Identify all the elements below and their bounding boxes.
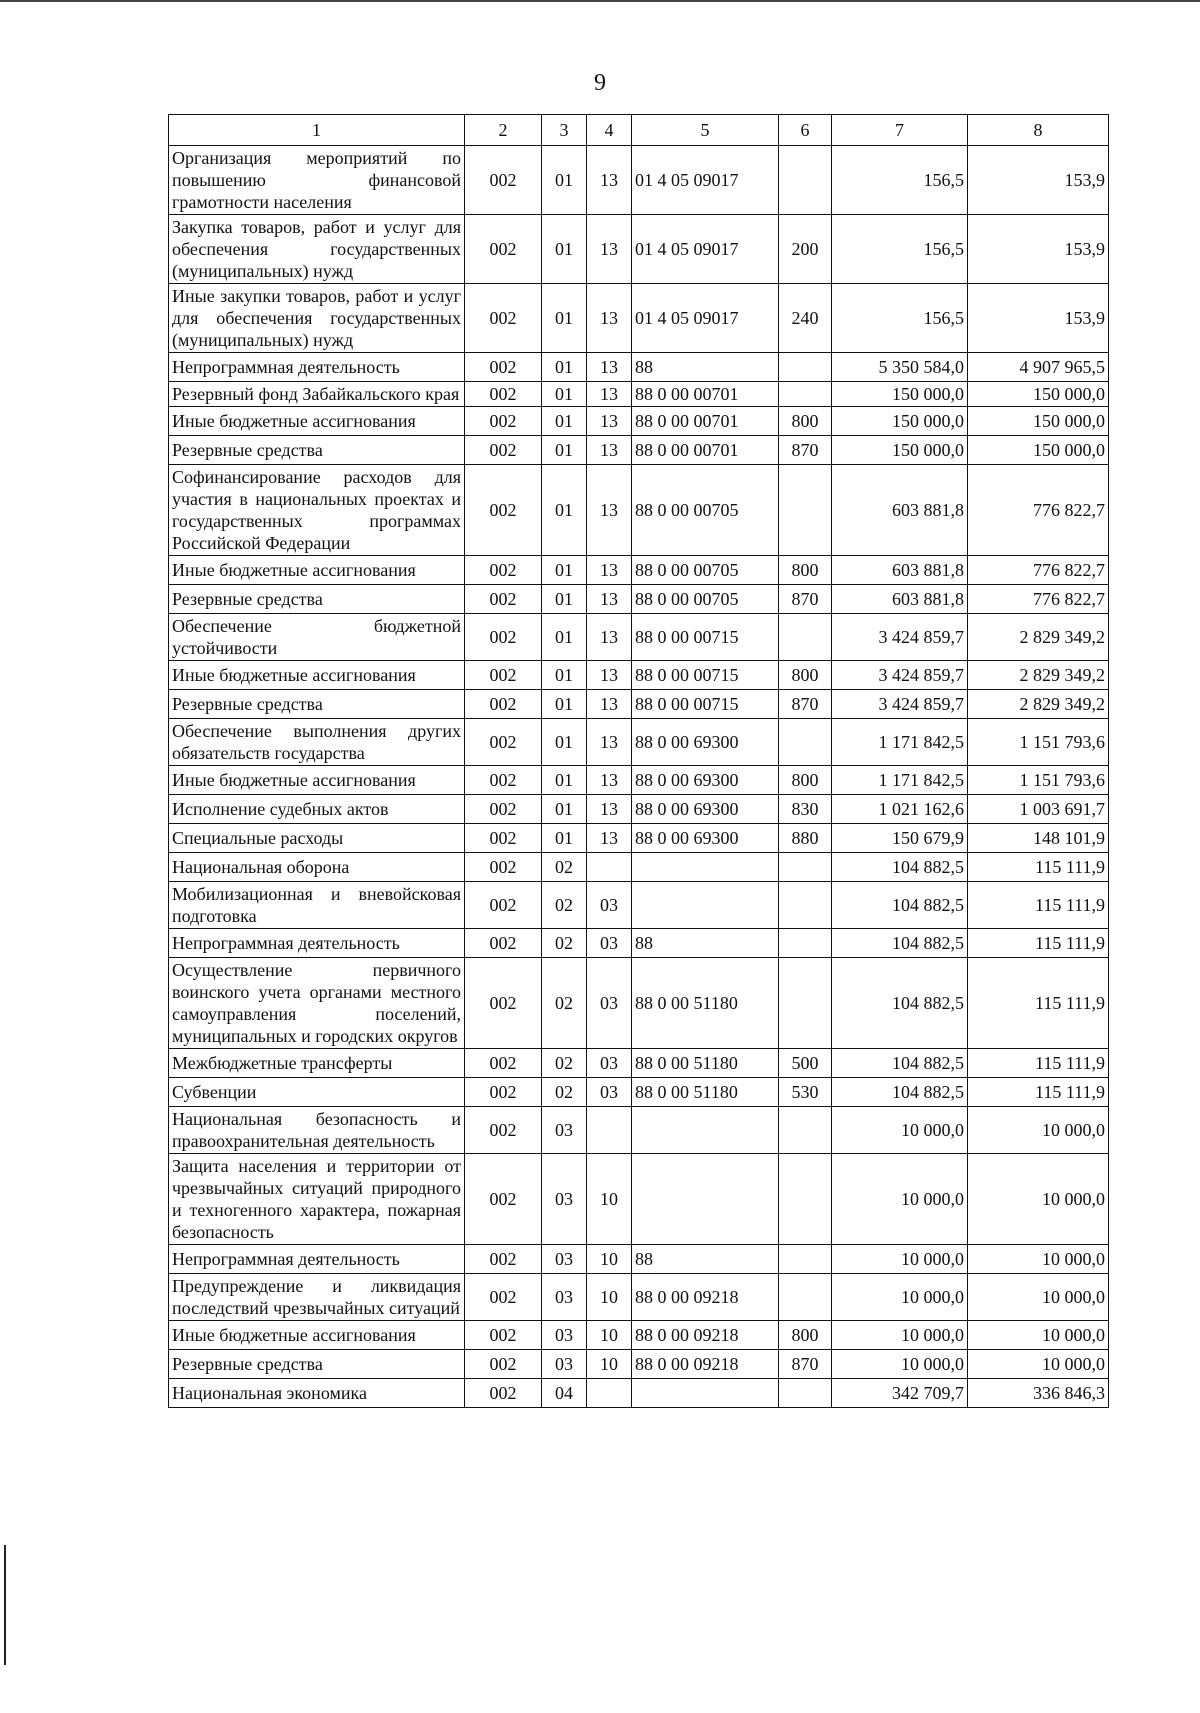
table-row xyxy=(169,465,1109,556)
expense-type-code-cell: 200 xyxy=(779,215,832,284)
expense-name-cell: Непрограммная деятельность xyxy=(169,1245,465,1274)
section-code-cell: 01 xyxy=(542,556,587,585)
expense-type-code-cell xyxy=(779,1107,832,1154)
table-row xyxy=(169,795,1109,824)
expense-name-cell: Софинансирование расходов для участия в национальных проектах и государственных программах Российской Федерации xyxy=(169,465,465,556)
target-article-code-cell: 88 0 00 00715 xyxy=(632,661,779,690)
page-number: 9 xyxy=(594,70,606,96)
section-code-cell: 03 xyxy=(542,1107,587,1154)
amount-year-1-cell: 150 679,9 xyxy=(832,824,968,853)
amount-year-2-cell: 776 822,7 xyxy=(968,556,1109,585)
expense-name-cell: Иные бюджетные ассигнования xyxy=(169,556,465,585)
expense-type-code-cell: 530 xyxy=(779,1078,832,1107)
expense-name-cell: Иные бюджетные ассигнования xyxy=(169,407,465,436)
amount-year-1-cell: 104 882,5 xyxy=(832,1078,968,1107)
section-code-cell: 01 xyxy=(542,766,587,795)
ministry-code-cell: 002 xyxy=(465,146,542,215)
expense-name-cell: Обеспечение бюджетной устойчивости xyxy=(169,614,465,661)
section-code-cell: 04 xyxy=(542,1379,587,1408)
target-article-code-cell: 88 0 00 51180 xyxy=(632,1078,779,1107)
expense-type-code-cell xyxy=(779,465,832,556)
section-code-cell: 01 xyxy=(542,436,587,465)
expense-type-code-cell: 500 xyxy=(779,1049,832,1078)
expense-type-code-cell: 870 xyxy=(779,585,832,614)
expense-name-cell: Национальная экономика xyxy=(169,1379,465,1408)
table-row xyxy=(169,1379,1109,1408)
ministry-code-cell: 002 xyxy=(465,614,542,661)
table-row xyxy=(169,556,1109,585)
table-header-row xyxy=(169,115,1109,146)
expense-name-cell: Иные бюджетные ассигнования xyxy=(169,766,465,795)
expense-type-code-cell: 240 xyxy=(779,284,832,353)
amount-year-2-cell: 10 000,0 xyxy=(968,1274,1109,1321)
expense-name-cell: Иные бюджетные ассигнования xyxy=(169,1321,465,1350)
amount-year-2-cell: 10 000,0 xyxy=(968,1245,1109,1274)
table-row xyxy=(169,407,1109,436)
table-row xyxy=(169,382,1109,407)
column-header: 4 xyxy=(587,115,632,146)
ministry-code-cell: 002 xyxy=(465,1274,542,1321)
amount-year-1-cell: 104 882,5 xyxy=(832,1049,968,1078)
amount-year-2-cell: 776 822,7 xyxy=(968,585,1109,614)
table-row xyxy=(169,1078,1109,1107)
target-article-code-cell: 01 4 05 09017 xyxy=(632,146,779,215)
section-code-cell: 02 xyxy=(542,1078,587,1107)
expense-name-cell: Закупка товаров, работ и услуг для обеспечения государственных (муниципальных) нужд xyxy=(169,215,465,284)
subsection-code-cell: 10 xyxy=(587,1350,632,1379)
ministry-code-cell: 002 xyxy=(465,719,542,766)
ministry-code-cell: 002 xyxy=(465,929,542,958)
target-article-code-cell: 88 0 00 00715 xyxy=(632,614,779,661)
amount-year-2-cell: 150 000,0 xyxy=(968,382,1109,407)
expense-type-code-cell: 880 xyxy=(779,824,832,853)
table-row xyxy=(169,215,1109,284)
table-row xyxy=(169,719,1109,766)
expense-name-cell: Исполнение судебных актов xyxy=(169,795,465,824)
subsection-code-cell xyxy=(587,1379,632,1408)
section-code-cell: 01 xyxy=(542,824,587,853)
section-code-cell: 03 xyxy=(542,1154,587,1245)
subsection-code-cell: 13 xyxy=(587,556,632,585)
target-article-code-cell: 88 0 00 09218 xyxy=(632,1350,779,1379)
amount-year-1-cell: 104 882,5 xyxy=(832,882,968,929)
subsection-code-cell: 10 xyxy=(587,1321,632,1350)
amount-year-1-cell: 10 000,0 xyxy=(832,1154,968,1245)
target-article-code-cell: 88 xyxy=(632,929,779,958)
table-row xyxy=(169,436,1109,465)
amount-year-2-cell: 1 151 793,6 xyxy=(968,719,1109,766)
section-code-cell: 02 xyxy=(542,1049,587,1078)
subsection-code-cell: 13 xyxy=(587,795,632,824)
amount-year-2-cell: 115 111,9 xyxy=(968,1049,1109,1078)
table-row xyxy=(169,661,1109,690)
subsection-code-cell: 13 xyxy=(587,382,632,407)
target-article-code-cell: 88 0 00 00705 xyxy=(632,556,779,585)
section-code-cell: 02 xyxy=(542,882,587,929)
expense-type-code-cell xyxy=(779,1154,832,1245)
table-row xyxy=(169,853,1109,882)
expense-type-code-cell: 800 xyxy=(779,1321,832,1350)
table-row xyxy=(169,146,1109,215)
subsection-code-cell: 13 xyxy=(587,284,632,353)
expense-name-cell: Предупреждение и ликвидация последствий чрезвычайных ситуаций xyxy=(169,1274,465,1321)
amount-year-1-cell: 150 000,0 xyxy=(832,436,968,465)
expense-name-cell: Непрограммная деятельность xyxy=(169,353,465,382)
amount-year-1-cell: 3 424 859,7 xyxy=(832,690,968,719)
target-article-code-cell: 88 0 00 00715 xyxy=(632,690,779,719)
expense-type-code-cell xyxy=(779,382,832,407)
ministry-code-cell: 002 xyxy=(465,1078,542,1107)
ministry-code-cell: 002 xyxy=(465,661,542,690)
expense-type-code-cell: 800 xyxy=(779,766,832,795)
expense-type-code-cell: 870 xyxy=(779,436,832,465)
target-article-code-cell: 01 4 05 09017 xyxy=(632,284,779,353)
subsection-code-cell: 03 xyxy=(587,1049,632,1078)
subsection-code-cell: 03 xyxy=(587,958,632,1049)
target-article-code-cell: 01 4 05 09017 xyxy=(632,215,779,284)
amount-year-2-cell: 10 000,0 xyxy=(968,1350,1109,1379)
section-code-cell: 01 xyxy=(542,795,587,824)
expense-type-code-cell xyxy=(779,719,832,766)
ministry-code-cell: 002 xyxy=(465,1379,542,1408)
amount-year-1-cell: 104 882,5 xyxy=(832,853,968,882)
ministry-code-cell: 002 xyxy=(465,1107,542,1154)
ministry-code-cell: 002 xyxy=(465,1049,542,1078)
amount-year-1-cell: 1 171 842,5 xyxy=(832,766,968,795)
target-article-code-cell: 88 0 00 09218 xyxy=(632,1274,779,1321)
ministry-code-cell: 002 xyxy=(465,465,542,556)
amount-year-2-cell: 115 111,9 xyxy=(968,853,1109,882)
ministry-code-cell: 002 xyxy=(465,585,542,614)
amount-year-2-cell: 776 822,7 xyxy=(968,465,1109,556)
subsection-code-cell: 13 xyxy=(587,436,632,465)
expense-name-cell: Межбюджетные трансферты xyxy=(169,1049,465,1078)
section-code-cell: 02 xyxy=(542,853,587,882)
section-code-cell: 01 xyxy=(542,661,587,690)
amount-year-1-cell: 603 881,8 xyxy=(832,556,968,585)
expense-type-code-cell: 830 xyxy=(779,795,832,824)
table-row xyxy=(169,824,1109,853)
amount-year-1-cell: 10 000,0 xyxy=(832,1350,968,1379)
ministry-code-cell: 002 xyxy=(465,436,542,465)
table-row xyxy=(169,958,1109,1049)
expense-name-cell: Осуществление первичного воинского учета органами местного самоуправления поселений, муниципальных и городских округов xyxy=(169,958,465,1049)
section-code-cell: 01 xyxy=(542,690,587,719)
target-article-code-cell: 88 0 00 00705 xyxy=(632,465,779,556)
expense-name-cell: Иные закупки товаров, работ и услуг для обеспечения государственных (муниципальных) нужд xyxy=(169,284,465,353)
amount-year-2-cell: 150 000,0 xyxy=(968,436,1109,465)
target-article-code-cell: 88 0 00 69300 xyxy=(632,824,779,853)
section-code-cell: 01 xyxy=(542,284,587,353)
table-row xyxy=(169,1154,1109,1245)
column-header: 1 xyxy=(169,115,465,146)
expense-name-cell: Защита населения и территории от чрезвычайных ситуаций природного и техногенного характера, пожарная безопасность xyxy=(169,1154,465,1245)
expense-name-cell: Резервные средства xyxy=(169,585,465,614)
amount-year-2-cell: 10 000,0 xyxy=(968,1321,1109,1350)
amount-year-2-cell: 153,9 xyxy=(968,215,1109,284)
expense-name-cell: Национальная безопасность и правоохранительная деятельность xyxy=(169,1107,465,1154)
subsection-code-cell: 13 xyxy=(587,465,632,556)
target-article-code-cell: 88 xyxy=(632,353,779,382)
ministry-code-cell: 002 xyxy=(465,766,542,795)
expense-type-code-cell xyxy=(779,146,832,215)
target-article-code-cell: 88 0 00 51180 xyxy=(632,1049,779,1078)
target-article-code-cell: 88 0 00 00701 xyxy=(632,407,779,436)
expense-name-cell: Специальные расходы xyxy=(169,824,465,853)
ministry-code-cell: 002 xyxy=(465,353,542,382)
amount-year-2-cell: 115 111,9 xyxy=(968,882,1109,929)
amount-year-2-cell: 10 000,0 xyxy=(968,1107,1109,1154)
table-row xyxy=(169,614,1109,661)
expense-type-code-cell xyxy=(779,614,832,661)
amount-year-1-cell: 10 000,0 xyxy=(832,1274,968,1321)
expense-name-cell: Мобилизационная и вневойсковая подготовка xyxy=(169,882,465,929)
ministry-code-cell: 002 xyxy=(465,284,542,353)
section-code-cell: 01 xyxy=(542,614,587,661)
amount-year-2-cell: 115 111,9 xyxy=(968,1078,1109,1107)
ministry-code-cell: 002 xyxy=(465,1245,542,1274)
subsection-code-cell: 13 xyxy=(587,824,632,853)
amount-year-1-cell: 342 709,7 xyxy=(832,1379,968,1408)
amount-year-1-cell: 104 882,5 xyxy=(832,929,968,958)
amount-year-1-cell: 10 000,0 xyxy=(832,1321,968,1350)
target-article-code-cell: 88 0 00 09218 xyxy=(632,1321,779,1350)
target-article-code-cell xyxy=(632,1379,779,1408)
amount-year-1-cell: 10 000,0 xyxy=(832,1107,968,1154)
ministry-code-cell: 002 xyxy=(465,1154,542,1245)
expense-type-code-cell xyxy=(779,853,832,882)
column-header: 8 xyxy=(968,115,1109,146)
amount-year-2-cell: 2 829 349,2 xyxy=(968,690,1109,719)
expense-name-cell: Субвенции xyxy=(169,1078,465,1107)
expense-name-cell: Резервные средства xyxy=(169,690,465,719)
expense-type-code-cell xyxy=(779,882,832,929)
amount-year-1-cell: 3 424 859,7 xyxy=(832,614,968,661)
expense-type-code-cell xyxy=(779,353,832,382)
subsection-code-cell: 10 xyxy=(587,1274,632,1321)
section-code-cell: 01 xyxy=(542,585,587,614)
section-code-cell: 01 xyxy=(542,465,587,556)
expense-type-code-cell: 800 xyxy=(779,407,832,436)
section-code-cell: 01 xyxy=(542,353,587,382)
table-row xyxy=(169,284,1109,353)
expense-type-code-cell xyxy=(779,958,832,1049)
amount-year-1-cell: 156,5 xyxy=(832,215,968,284)
subsection-code-cell: 03 xyxy=(587,1078,632,1107)
target-article-code-cell xyxy=(632,1107,779,1154)
ministry-code-cell: 002 xyxy=(465,882,542,929)
expense-type-code-cell xyxy=(779,1245,832,1274)
amount-year-2-cell: 153,9 xyxy=(968,146,1109,215)
target-article-code-cell: 88 0 00 69300 xyxy=(632,719,779,766)
ministry-code-cell: 002 xyxy=(465,1350,542,1379)
expense-name-cell: Непрограммная деятельность xyxy=(169,929,465,958)
amount-year-1-cell: 1 021 162,6 xyxy=(832,795,968,824)
table-row xyxy=(169,1321,1109,1350)
amount-year-1-cell: 603 881,8 xyxy=(832,465,968,556)
subsection-code-cell: 03 xyxy=(587,882,632,929)
section-code-cell: 03 xyxy=(542,1274,587,1321)
table-row xyxy=(169,1274,1109,1321)
target-article-code-cell: 88 0 00 69300 xyxy=(632,766,779,795)
target-article-code-cell xyxy=(632,853,779,882)
expense-name-cell: Резервные средства xyxy=(169,1350,465,1379)
table-row xyxy=(169,766,1109,795)
ministry-code-cell: 002 xyxy=(465,795,542,824)
table-row xyxy=(169,353,1109,382)
target-article-code-cell xyxy=(632,1154,779,1245)
section-code-cell: 01 xyxy=(542,382,587,407)
table-row xyxy=(169,585,1109,614)
section-code-cell: 02 xyxy=(542,958,587,1049)
expense-name-cell: Резервный фонд Забайкальского края xyxy=(169,382,465,407)
budget-table xyxy=(168,114,1109,1408)
target-article-code-cell xyxy=(632,882,779,929)
section-code-cell: 03 xyxy=(542,1350,587,1379)
column-header: 6 xyxy=(779,115,832,146)
subsection-code-cell xyxy=(587,1107,632,1154)
subsection-code-cell: 13 xyxy=(587,585,632,614)
expense-name-cell: Резервные средства xyxy=(169,436,465,465)
amount-year-2-cell: 1 003 691,7 xyxy=(968,795,1109,824)
column-header: 7 xyxy=(832,115,968,146)
amount-year-2-cell: 115 111,9 xyxy=(968,958,1109,1049)
expense-type-code-cell xyxy=(779,1379,832,1408)
column-header: 3 xyxy=(542,115,587,146)
ministry-code-cell: 002 xyxy=(465,407,542,436)
amount-year-1-cell: 156,5 xyxy=(832,146,968,215)
amount-year-2-cell: 2 829 349,2 xyxy=(968,614,1109,661)
subsection-code-cell: 13 xyxy=(587,614,632,661)
amount-year-1-cell: 603 881,8 xyxy=(832,585,968,614)
expense-name-cell: Организация мероприятий по повышению финансовой грамотности населения xyxy=(169,146,465,215)
amount-year-1-cell: 3 424 859,7 xyxy=(832,661,968,690)
table-body xyxy=(169,146,1109,1408)
target-article-code-cell: 88 0 00 51180 xyxy=(632,958,779,1049)
column-header: 5 xyxy=(632,115,779,146)
expense-type-code-cell: 800 xyxy=(779,661,832,690)
table-row xyxy=(169,1107,1109,1154)
target-article-code-cell: 88 0 00 00701 xyxy=(632,382,779,407)
expense-type-code-cell: 870 xyxy=(779,1350,832,1379)
scan-left-margin-line xyxy=(4,1545,6,1665)
section-code-cell: 03 xyxy=(542,1245,587,1274)
ministry-code-cell: 002 xyxy=(465,690,542,719)
section-code-cell: 01 xyxy=(542,215,587,284)
subsection-code-cell xyxy=(587,853,632,882)
target-article-code-cell: 88 0 00 69300 xyxy=(632,795,779,824)
ministry-code-cell: 002 xyxy=(465,382,542,407)
target-article-code-cell: 88 xyxy=(632,1245,779,1274)
expense-type-code-cell xyxy=(779,929,832,958)
subsection-code-cell: 13 xyxy=(587,766,632,795)
subsection-code-cell: 03 xyxy=(587,929,632,958)
subsection-code-cell: 13 xyxy=(587,215,632,284)
ministry-code-cell: 002 xyxy=(465,824,542,853)
amount-year-2-cell: 336 846,3 xyxy=(968,1379,1109,1408)
scan-top-edge xyxy=(0,0,1200,2)
amount-year-2-cell: 115 111,9 xyxy=(968,929,1109,958)
expense-type-code-cell: 800 xyxy=(779,556,832,585)
amount-year-2-cell: 153,9 xyxy=(968,284,1109,353)
ministry-code-cell: 002 xyxy=(465,556,542,585)
ministry-code-cell: 002 xyxy=(465,215,542,284)
table-row xyxy=(169,690,1109,719)
target-article-code-cell: 88 0 00 00701 xyxy=(632,436,779,465)
ministry-code-cell: 002 xyxy=(465,853,542,882)
amount-year-1-cell: 156,5 xyxy=(832,284,968,353)
ministry-code-cell: 002 xyxy=(465,958,542,1049)
expense-name-cell: Обеспечение выполнения других обязательств государства xyxy=(169,719,465,766)
amount-year-1-cell: 150 000,0 xyxy=(832,382,968,407)
section-code-cell: 03 xyxy=(542,1321,587,1350)
section-code-cell: 01 xyxy=(542,719,587,766)
subsection-code-cell: 13 xyxy=(587,661,632,690)
subsection-code-cell: 10 xyxy=(587,1245,632,1274)
subsection-code-cell: 13 xyxy=(587,146,632,215)
table-row xyxy=(169,1350,1109,1379)
target-article-code-cell: 88 0 00 00705 xyxy=(632,585,779,614)
section-code-cell: 01 xyxy=(542,146,587,215)
amount-year-1-cell: 1 171 842,5 xyxy=(832,719,968,766)
expense-name-cell: Национальная оборона xyxy=(169,853,465,882)
amount-year-2-cell: 1 151 793,6 xyxy=(968,766,1109,795)
amount-year-2-cell: 150 000,0 xyxy=(968,407,1109,436)
column-header: 2 xyxy=(465,115,542,146)
section-code-cell: 02 xyxy=(542,929,587,958)
table-row xyxy=(169,1245,1109,1274)
ministry-code-cell: 002 xyxy=(465,1321,542,1350)
subsection-code-cell: 10 xyxy=(587,1154,632,1245)
subsection-code-cell: 13 xyxy=(587,690,632,719)
section-code-cell: 01 xyxy=(542,407,587,436)
table-row xyxy=(169,1049,1109,1078)
amount-year-1-cell: 104 882,5 xyxy=(832,958,968,1049)
amount-year-2-cell: 4 907 965,5 xyxy=(968,353,1109,382)
amount-year-2-cell: 2 829 349,2 xyxy=(968,661,1109,690)
table-row xyxy=(169,929,1109,958)
amount-year-1-cell: 5 350 584,0 xyxy=(832,353,968,382)
amount-year-1-cell: 10 000,0 xyxy=(832,1245,968,1274)
table-row xyxy=(169,882,1109,929)
amount-year-2-cell: 10 000,0 xyxy=(968,1154,1109,1245)
expense-type-code-cell xyxy=(779,1274,832,1321)
amount-year-2-cell: 148 101,9 xyxy=(968,824,1109,853)
subsection-code-cell: 13 xyxy=(587,407,632,436)
subsection-code-cell: 13 xyxy=(587,353,632,382)
subsection-code-cell: 13 xyxy=(587,719,632,766)
expense-type-code-cell: 870 xyxy=(779,690,832,719)
expense-name-cell: Иные бюджетные ассигнования xyxy=(169,661,465,690)
amount-year-1-cell: 150 000,0 xyxy=(832,407,968,436)
